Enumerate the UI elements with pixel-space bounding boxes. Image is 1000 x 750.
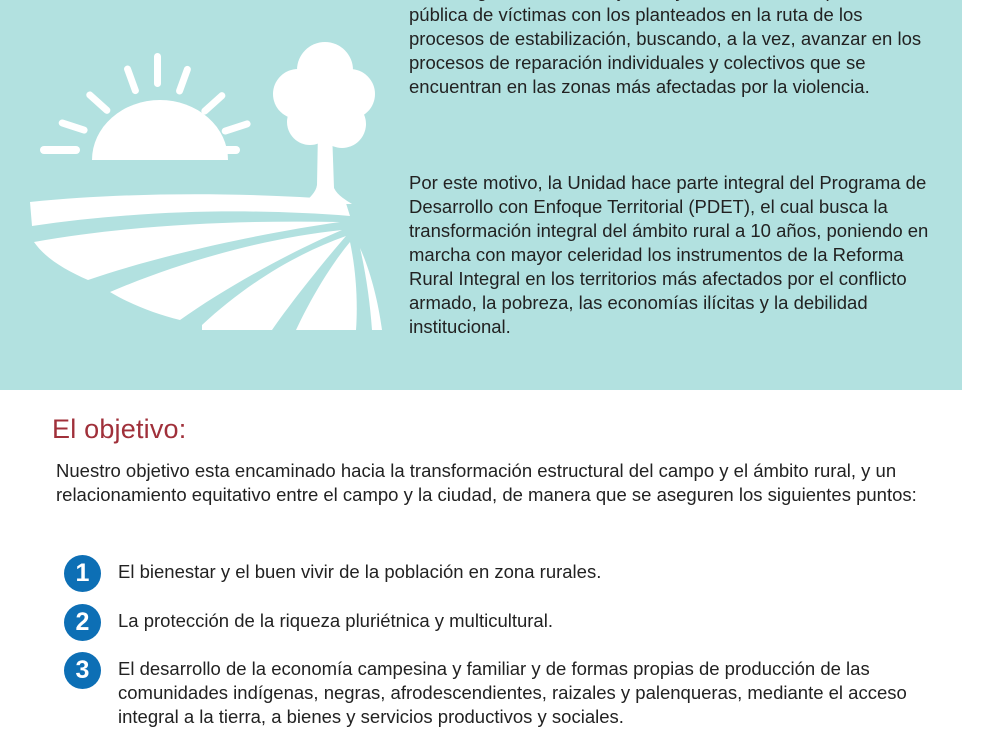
- intro-paragraph-2: Por este motivo, la Unidad hace parte integral del Programa de Desarrollo con Enfoque Territorial (PDET), el cual busca la transformación integral del ámbito rural a 10 años, poniendo en marcha con mayor celeridad los instrumentos de la Reforma Rural Integral en los territorios más afectados por el conflicto armado, la pobreza, las economías ilícitas y la debilidad institucional.: [409, 172, 929, 337]
- point-text: La protección de la riqueza pluriétnica y multicultural.: [118, 610, 553, 631]
- objective-paragraph: Nuestro objetivo esta encaminado hacia la transformación estructural del campo y el ámbito rural, y un relacionamiento equitativo entre el campo y la ciudad, de manera que se aseguren los siguientes puntos:: [56, 460, 917, 505]
- number-badge: 2: [64, 604, 101, 641]
- number-badge: 3: [64, 652, 101, 689]
- number-badge: 1: [64, 555, 101, 592]
- point-text: El desarrollo de la economía campesina y familiar y de formas propias de producción de las comunidades indígenas, negras, afrodescendientes, raizales y palenqueras, mediante el acceso integral a la tierra, a bienes y servicios productivos y sociales.: [118, 658, 907, 727]
- point-text: El bienestar y el buen vivir de la población en zona rurales.: [118, 561, 602, 582]
- sun-tree-field-icon: [20, 20, 390, 330]
- intro-paragraph-1: pública de víctimas con los planteados en la ruta de los procesos de estabilización, buscando, a la vez, avanzar en los procesos de reparación individuales y colectivos que se encuentran en las zonas más afectadas por la violencia.: [409, 4, 922, 97]
- objective-title: El objetivo:: [52, 414, 187, 444]
